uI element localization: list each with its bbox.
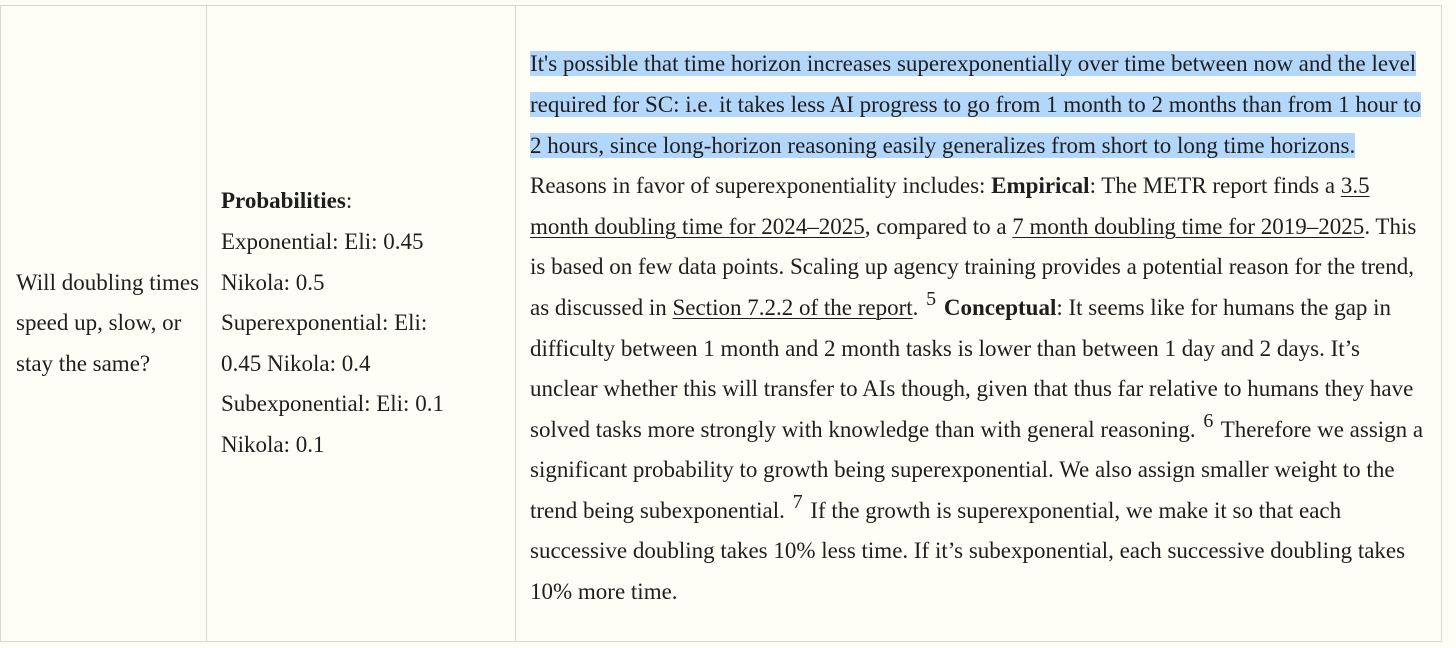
description-text: . bbox=[912, 294, 919, 320]
selected-text[interactable]: It's possible that time horizon increases superexponentially over time between now and the level required for SC: i.e. it takes less AI progress to go from 1 month to 2 months than from 1 hour to 2 hours, since long-horizon reasoning easily generalizes from short to long time horizons. bbox=[530, 51, 1422, 158]
question-text: Will doubling times speed up, slow, or stay the same? bbox=[16, 269, 200, 376]
description-text: : The METR report finds a bbox=[1089, 173, 1341, 199]
probability-line: Subexponential: Eli: 0.1 bbox=[221, 391, 444, 417]
conceptual-label: Conceptual bbox=[943, 294, 1057, 320]
probability-line: Nikola: 0.1 bbox=[221, 431, 325, 457]
description-text: Reasons in favor of superexponentiality includes: bbox=[530, 173, 992, 199]
probabilities-cell bbox=[207, 6, 516, 642]
doubling-2019-2025-link[interactable]: 7 month doubling time for 2019–2025 bbox=[1012, 213, 1365, 239]
description-text: Therefore we assign a significant probability to growth being superexponential. We also assign smaller weight to the trend being subexponential. bbox=[530, 416, 1424, 523]
description-text: If the growth is superexponential, we make it so that each successive doubling takes 10% less time. If it’s subexponential, each successive doubling takes 10% more time. bbox=[530, 497, 1406, 605]
probabilities-block bbox=[221, 181, 507, 465]
heading-colon: : bbox=[345, 188, 353, 214]
section-7-2-2-link[interactable]: Section 7.2.2 of the report bbox=[672, 294, 913, 320]
probability-line: Nikola: 0.5 bbox=[221, 269, 325, 295]
probability-line: Exponential: Eli: 0.45 bbox=[221, 229, 424, 255]
description-paragraph[interactable] bbox=[530, 44, 1433, 612]
footnote-5-marker[interactable]: 5 bbox=[926, 287, 937, 310]
footnote-7-marker[interactable]: 7 bbox=[792, 490, 803, 513]
question-cell bbox=[1, 6, 207, 642]
description-cell bbox=[516, 6, 1442, 642]
probability-line: Superexponential: Eli: bbox=[221, 310, 428, 336]
probability-line: 0.45 Nikola: 0.4 bbox=[221, 350, 371, 376]
description-text: . This is based on few data points. Scaling up agency training provides a potential reason for the trend, as discussed in bbox=[530, 213, 1417, 320]
empirical-label: Empirical bbox=[991, 173, 1090, 199]
footnote-6-marker[interactable]: 6 bbox=[1203, 409, 1214, 432]
description-text: : It seems like for humans the gap in difficulty between 1 month and 2 month tasks is lower than between 1 day and 2 days. It’s unclear whether this will transfer to AIs though, given that thus far relative to humans they have solved tasks more strongly with knowledge than with general reasoning. bbox=[530, 294, 1414, 442]
table-row bbox=[1, 6, 1442, 642]
description-text: , compared to a bbox=[864, 213, 1013, 239]
probabilities-heading: Probabilities bbox=[221, 188, 346, 214]
doubling-2024-2025-link[interactable]: 3.5 month doubling time for 2024–2025 bbox=[530, 173, 1370, 239]
doubling-time-table bbox=[0, 5, 1442, 642]
